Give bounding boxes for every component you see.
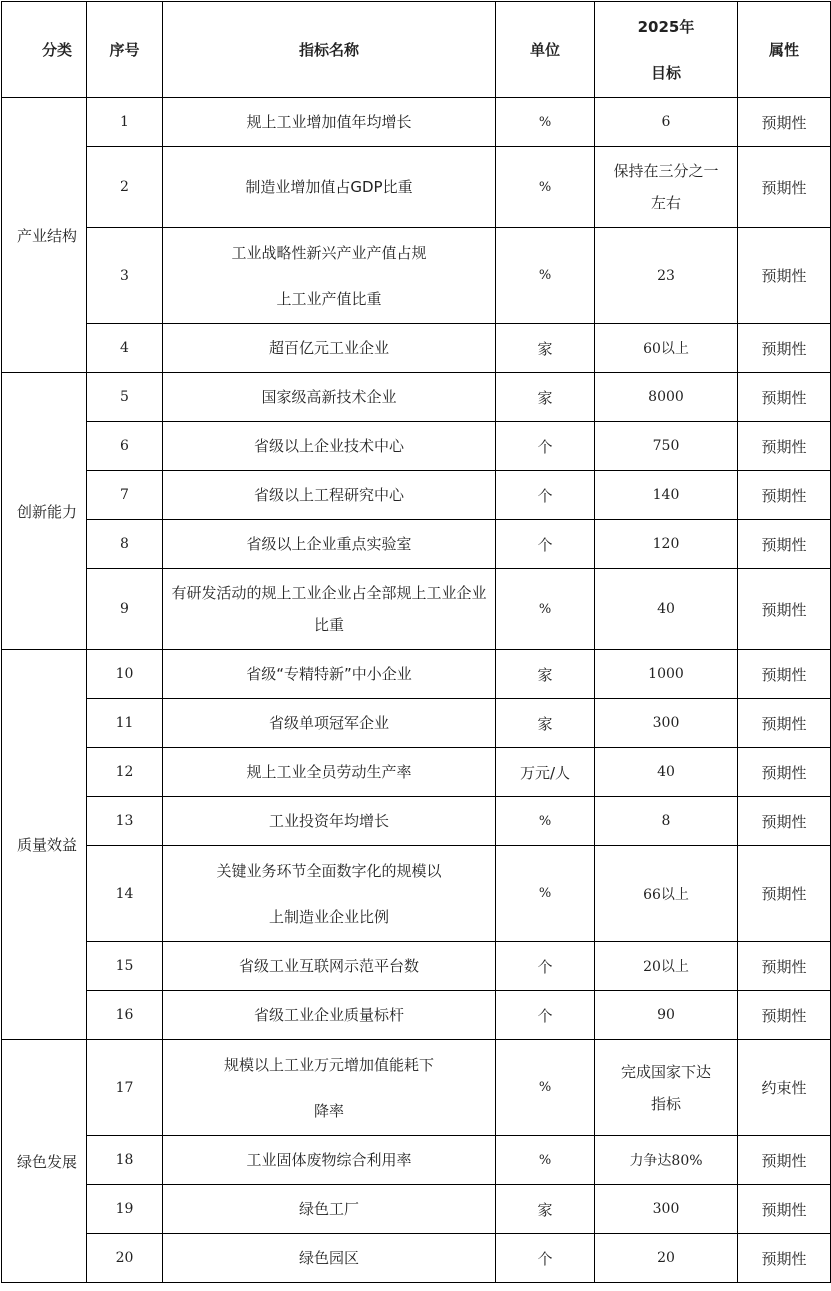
row-no: 15 — [87, 942, 163, 991]
row-attr: 预期性 — [738, 373, 831, 422]
row-name: 工业固体废物综合利用率 — [163, 1136, 496, 1185]
row-attr: 预期性 — [738, 991, 831, 1040]
row-unit: 家 — [496, 324, 595, 373]
row-no: 3 — [87, 228, 163, 324]
row-attr: 预期性 — [738, 147, 831, 228]
row-unit: 个 — [496, 471, 595, 520]
header-target — [595, 2, 738, 98]
row-unit: 个 — [496, 1234, 595, 1283]
row-no: 5 — [87, 373, 163, 422]
row-no: 10 — [87, 650, 163, 699]
row-unit: 家 — [496, 650, 595, 699]
row-name: 绿色园区 — [163, 1234, 496, 1283]
row-target: 保持在三分之一左右 — [595, 147, 738, 228]
row-no: 1 — [87, 98, 163, 147]
row-name: 省级单项冠军企业 — [163, 699, 496, 748]
row-name: 工业战略性新兴产业产值占规上工业产值比重 — [163, 228, 496, 324]
row-name: 规模以上工业万元增加值能耗下降率 — [163, 1040, 496, 1136]
row-attr: 预期性 — [738, 942, 831, 991]
row-target: 40 — [595, 569, 738, 650]
row-target: 90 — [595, 991, 738, 1040]
row-no: 14 — [87, 846, 163, 942]
row-name: 省级以上企业重点实验室 — [163, 520, 496, 569]
table-row — [2, 942, 831, 991]
row-target: 20 — [595, 1234, 738, 1283]
row-target: 8 — [595, 797, 738, 846]
row-attr: 预期性 — [738, 1185, 831, 1234]
row-unit: % — [496, 797, 595, 846]
row-target: 完成国家下达指标 — [595, 1040, 738, 1136]
header-no: 序号 — [87, 2, 163, 98]
row-unit: 家 — [496, 699, 595, 748]
row-no: 2 — [87, 147, 163, 228]
row-unit: 个 — [496, 991, 595, 1040]
table-row — [2, 1040, 831, 1136]
row-unit: 家 — [496, 1185, 595, 1234]
indicator-table — [1, 1, 831, 1283]
row-unit: 个 — [496, 520, 595, 569]
row-no: 4 — [87, 324, 163, 373]
row-attr: 预期性 — [738, 228, 831, 324]
row-unit: 万元/人 — [496, 748, 595, 797]
row-unit: 个 — [496, 942, 595, 991]
header-unit: 单位 — [496, 2, 595, 98]
row-name: 省级工业企业质量标杆 — [163, 991, 496, 1040]
header-name: 指标名称 — [163, 2, 496, 98]
row-name: 制造业增加值占GDP比重 — [163, 147, 496, 228]
row-name: 规上工业增加值年均增长 — [163, 98, 496, 147]
row-no: 12 — [87, 748, 163, 797]
header-attribute: 属性 — [738, 2, 831, 98]
row-name: 工业投资年均增长 — [163, 797, 496, 846]
table-row — [2, 797, 831, 846]
header-target-label: 目标 — [650, 63, 681, 82]
header-row — [2, 2, 831, 98]
row-unit: 个 — [496, 422, 595, 471]
row-attr: 预期性 — [738, 748, 831, 797]
row-attr: 预期性 — [738, 650, 831, 699]
row-attr: 预期性 — [738, 422, 831, 471]
table-row — [2, 422, 831, 471]
row-target: 20以上 — [595, 942, 738, 991]
table-row — [2, 846, 831, 942]
row-attr: 预期性 — [738, 699, 831, 748]
table-row — [2, 748, 831, 797]
table-row — [2, 1234, 831, 1283]
row-no: 17 — [87, 1040, 163, 1136]
row-no: 13 — [87, 797, 163, 846]
row-name: 省级工业互联网示范平台数 — [163, 942, 496, 991]
table-row — [2, 471, 831, 520]
row-attr: 约束性 — [738, 1040, 831, 1136]
row-no: 6 — [87, 422, 163, 471]
row-name: 省级以上企业技术中心 — [163, 422, 496, 471]
row-target: 1000 — [595, 650, 738, 699]
table-row — [2, 1185, 831, 1234]
row-unit: % — [496, 569, 595, 650]
table-row — [2, 98, 831, 147]
row-target: 66以上 — [595, 846, 738, 942]
header-target-year: 2025年 — [637, 17, 695, 36]
table-row — [2, 699, 831, 748]
row-unit: 家 — [496, 373, 595, 422]
row-target: 6 — [595, 98, 738, 147]
row-target: 23 — [595, 228, 738, 324]
row-name: 绿色工厂 — [163, 1185, 496, 1234]
row-target: 40 — [595, 748, 738, 797]
row-unit: % — [496, 98, 595, 147]
row-unit: % — [496, 228, 595, 324]
row-attr: 预期性 — [738, 797, 831, 846]
row-target: 120 — [595, 520, 738, 569]
row-attr: 预期性 — [738, 98, 831, 147]
row-attr: 预期性 — [738, 846, 831, 942]
table-row — [2, 569, 831, 650]
row-name: 有研发活动的规上工业企业占全部规上工业企业比重 — [163, 569, 496, 650]
table-row — [2, 520, 831, 569]
row-unit: % — [496, 846, 595, 942]
row-no: 20 — [87, 1234, 163, 1283]
category-cell: 绿色发展 — [2, 1040, 87, 1283]
category-cell: 产业结构 — [2, 98, 87, 373]
table-row — [2, 373, 831, 422]
row-no: 7 — [87, 471, 163, 520]
row-name: 省级“专精特新”中小企业 — [163, 650, 496, 699]
row-name: 规上工业全员劳动生产率 — [163, 748, 496, 797]
table-row — [2, 650, 831, 699]
category-cell: 创新能力 — [2, 373, 87, 650]
row-no: 11 — [87, 699, 163, 748]
table-row — [2, 1136, 831, 1185]
row-name: 超百亿元工业企业 — [163, 324, 496, 373]
row-attr: 预期性 — [738, 1234, 831, 1283]
row-target: 力争达80% — [595, 1136, 738, 1185]
row-unit: % — [496, 147, 595, 228]
row-unit: % — [496, 1136, 595, 1185]
header-category: 分类 — [2, 2, 87, 98]
table-row — [2, 991, 831, 1040]
row-target: 300 — [595, 699, 738, 748]
row-name: 省级以上工程研究中心 — [163, 471, 496, 520]
row-attr: 预期性 — [738, 471, 831, 520]
row-attr: 预期性 — [738, 520, 831, 569]
row-no: 18 — [87, 1136, 163, 1185]
row-name: 关键业务环节全面数字化的规模以上制造业企业比例 — [163, 846, 496, 942]
row-target: 8000 — [595, 373, 738, 422]
row-attr: 预期性 — [738, 1136, 831, 1185]
table-row — [2, 228, 831, 324]
row-no: 8 — [87, 520, 163, 569]
row-unit: % — [496, 1040, 595, 1136]
row-target: 750 — [595, 422, 738, 471]
row-no: 9 — [87, 569, 163, 650]
row-target: 140 — [595, 471, 738, 520]
table-row — [2, 147, 831, 228]
row-attr: 预期性 — [738, 569, 831, 650]
row-name: 国家级高新技术企业 — [163, 373, 496, 422]
row-no: 19 — [87, 1185, 163, 1234]
table-row — [2, 324, 831, 373]
category-cell: 质量效益 — [2, 650, 87, 1040]
row-target: 60以上 — [595, 324, 738, 373]
row-target: 300 — [595, 1185, 738, 1234]
row-no: 16 — [87, 991, 163, 1040]
row-attr: 预期性 — [738, 324, 831, 373]
